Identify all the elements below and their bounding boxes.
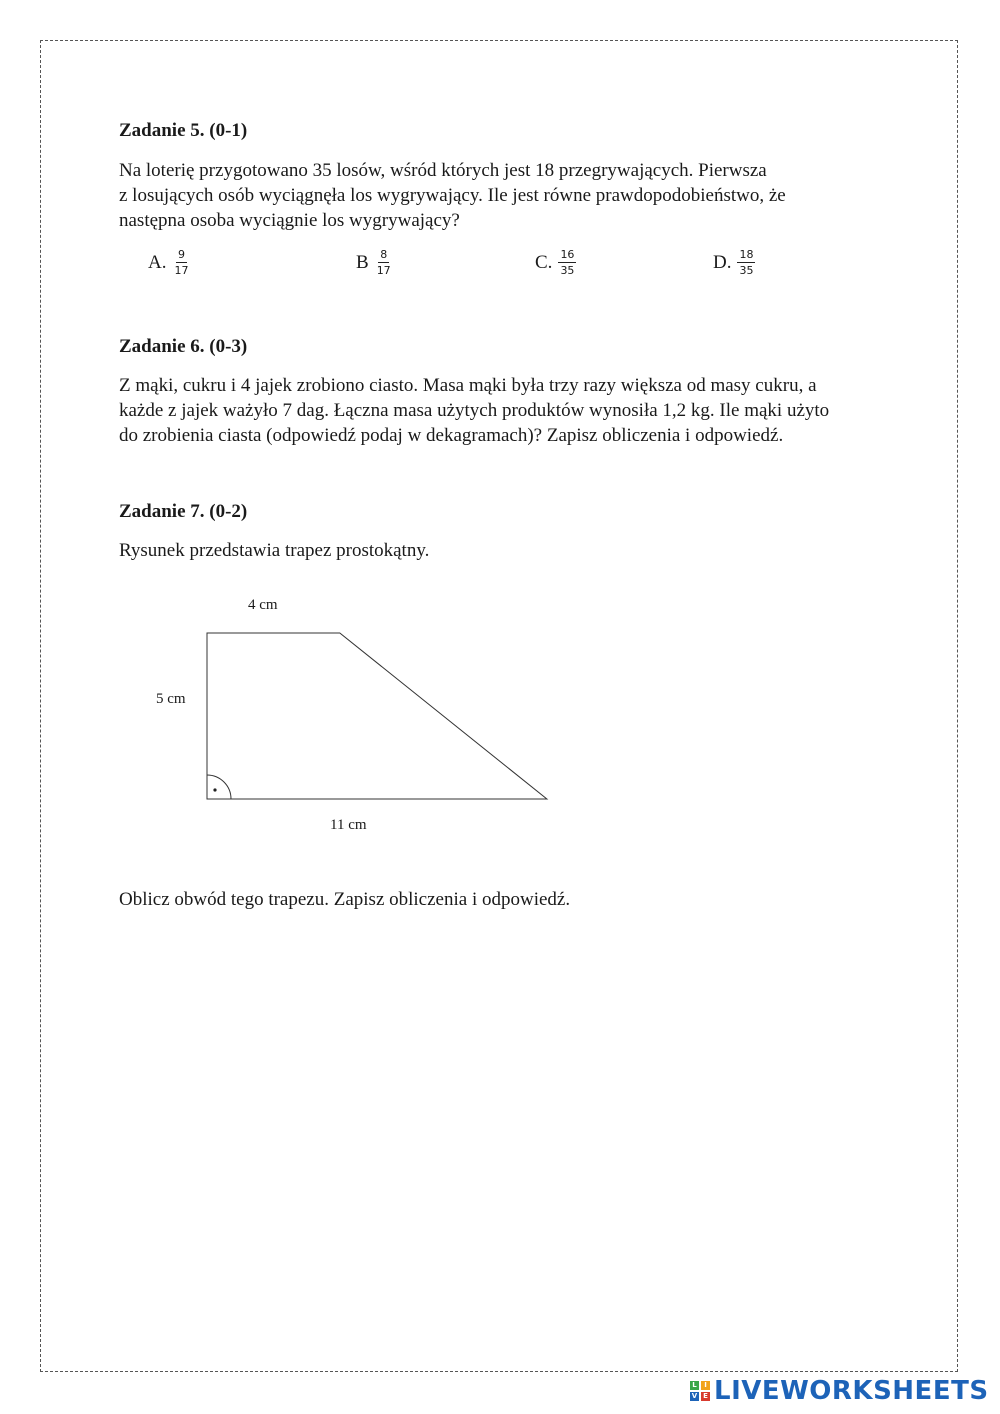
option-a-fraction <box>172 248 190 277</box>
task5-line: z losujących osób wyciągnęła los wygrywający. Ile jest równe prawdopodobieństwo, że <box>119 185 786 206</box>
top-side-label: 4 cm <box>248 597 278 613</box>
option-c-label: C. <box>535 251 553 273</box>
task7-intro-line: Rysunek przedstawia trapez prostokątny. <box>119 540 430 561</box>
numerator: 9 <box>177 248 185 261</box>
logo-letter: L <box>690 1381 699 1390</box>
task5-line: Na loterię przygotowano 35 losów, wśród których jest 18 przegrywających. Pierwsza <box>119 160 767 181</box>
task6-line: każde z jajek ważyło 7 dag. Łączna masa użytych produktów wynosiła 1,2 kg. Ile mąki użyto <box>119 400 830 421</box>
denominator: 35 <box>560 264 575 277</box>
trapezoid-shape <box>207 633 547 799</box>
logo-text: LIVEWORKSHEETS <box>714 1376 989 1406</box>
option-b-fraction <box>375 248 393 277</box>
numerator: 18 <box>739 248 754 261</box>
task5-text <box>119 158 879 233</box>
task5-title: Zadanie 5. (0-1) <box>119 120 248 141</box>
option-d[interactable] <box>713 248 755 277</box>
option-a-label: A. <box>148 251 167 273</box>
right-angle-arc <box>207 775 231 799</box>
task7-title: Zadanie 7. (0-2) <box>119 501 248 522</box>
option-d-label: D. <box>713 251 732 273</box>
logo-letter: E <box>701 1392 710 1401</box>
numerator: 16 <box>560 248 575 261</box>
task5-line: następna osoba wyciągnie los wygrywający? <box>119 210 460 231</box>
task7-question-line: Oblicz obwód tego trapezu. Zapisz obliczenia i odpowiedź. <box>119 889 571 910</box>
option-c[interactable] <box>535 248 576 277</box>
liveworksheets-logo[interactable] <box>690 1375 989 1407</box>
task7-question <box>119 887 879 912</box>
option-d-fraction <box>737 248 755 277</box>
task6-line: do zrobienia ciasta (odpowiedź podaj w dekagramach)? Zapisz obliczenia i odpowiedź. <box>119 425 784 446</box>
denominator: 35 <box>739 264 754 277</box>
task6-line: Z mąki, cukru i 4 jajek zrobiono ciasto. Masa mąki była trzy razy większa od masy cukru, a <box>119 375 817 396</box>
task6-title: Zadanie 6. (0-3) <box>119 336 248 357</box>
bottom-side-label: 11 cm <box>330 817 367 833</box>
logo-letter: V <box>691 1392 698 1400</box>
left-side-label: 5 cm <box>156 691 186 707</box>
numerator: 8 <box>380 248 388 261</box>
denominator: 17 <box>376 264 391 277</box>
option-c-fraction <box>558 248 576 277</box>
right-angle-dot <box>213 788 216 791</box>
task7-intro <box>119 538 879 563</box>
denominator: 17 <box>174 264 189 277</box>
task6-text <box>119 373 879 448</box>
trapezoid-figure <box>200 625 560 815</box>
option-b-label: B <box>356 251 369 273</box>
option-a[interactable] <box>148 248 190 277</box>
logo-letter: I <box>701 1381 710 1390</box>
logo-mark-icon <box>690 1381 710 1401</box>
option-b[interactable] <box>356 248 393 277</box>
